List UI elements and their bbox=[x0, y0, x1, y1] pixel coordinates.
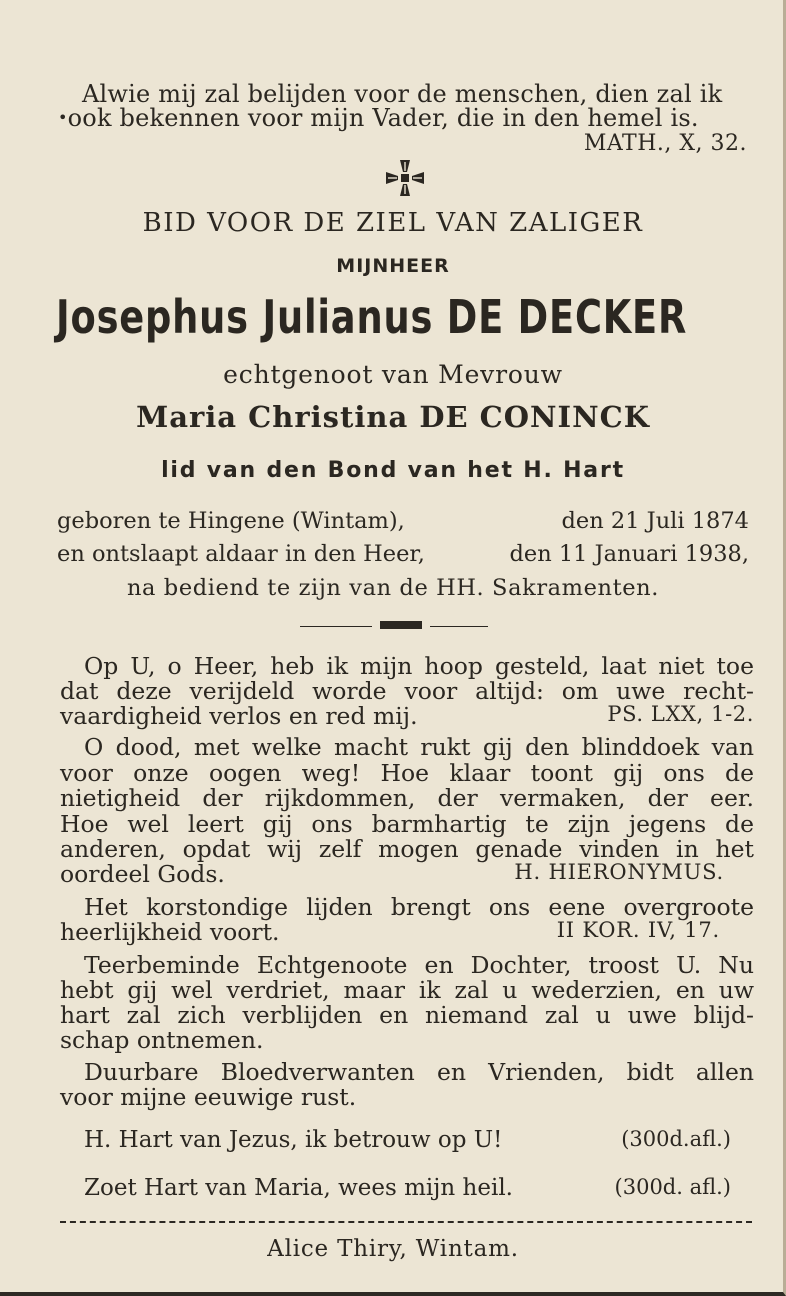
printer-credit: Alice Thiry, Wintam. bbox=[267, 1236, 519, 1262]
invocation-2-indulgence: (300d. afl.) bbox=[614, 1175, 731, 1199]
death-place: en ontslaapt aldaar in den Heer, bbox=[57, 541, 425, 567]
divider-center-block bbox=[380, 621, 422, 629]
heading: BID VOOR DE ZIEL VAN ZALIGER bbox=[142, 208, 644, 238]
prayer-3-line-1: Het korstondige lijden brengt ons eene overgroote bbox=[84, 893, 754, 921]
prayer-2-line-3: nietigheid der rijkdommen, der vermaken, der eer. bbox=[60, 784, 754, 812]
epigraph-reference: MATH., X, 32. bbox=[583, 131, 747, 156]
prayer-4-line-3: hart zal zich verblijden en niemand zal u uwe blijd- bbox=[60, 1001, 754, 1029]
spouse-intro: echtgenoot van Mevrouw bbox=[223, 360, 563, 389]
prayer-2-line-1: O dood, met welke macht rukt gij den blinddoek van bbox=[84, 733, 754, 761]
prayer-4-line-2: hebt gij wel verdriet, maar ik zal u wederzien, en uw bbox=[60, 976, 754, 1004]
divider-right bbox=[430, 626, 488, 627]
prayer-4-line-4: schap ontnemen. bbox=[60, 1026, 264, 1054]
prayer-2-line-2: voor onze oogen weg! Hoe klaar toont gij ons de bbox=[60, 759, 754, 787]
deceased-name: Josephus Julianus DE DECKER bbox=[56, 290, 688, 344]
prayer-2-reference: H. HIERONYMUS. bbox=[514, 860, 724, 884]
prayer-2-line-5: anderen, opdat wij zelf mogen genade vinden in het bbox=[60, 835, 754, 863]
prayer-4-line-1: Teerbeminde Echtgenoote en Dochter, troost U. Nu bbox=[84, 951, 754, 979]
bullet-dot: • bbox=[58, 108, 68, 127]
birth-place: geboren te Hingene (Wintam), bbox=[57, 508, 405, 534]
prayer-1-line-3: vaardigheid verlos en red mij. PS. LXX, 1-2. bbox=[60, 702, 754, 730]
title-honorific: MIJNHEER bbox=[336, 255, 450, 277]
prayer-1-reference: PS. LXX, 1-2. bbox=[607, 702, 754, 726]
epigraph-line-2: •ook bekennen voor mijn Vader, die in den hemel is. bbox=[58, 104, 699, 132]
invocation-1-indulgence: (300d.afl.) bbox=[621, 1127, 731, 1151]
prayer-5-line-1: Duurbare Bloedverwanten en Vrienden, bidt allen bbox=[84, 1058, 754, 1086]
bottom-divider bbox=[60, 1221, 752, 1223]
prayer-3-reference: II KOR. IV, 17. bbox=[556, 918, 720, 942]
prayer-2-line-4: Hoe wel leert gij ons barmhartig te zijn jegens de bbox=[60, 810, 754, 838]
membership: lid van den Bond van het H. Hart bbox=[161, 458, 625, 483]
prayer-3-line-2: heerlijkheid voort. II KOR. IV, 17. bbox=[60, 918, 720, 946]
prayer-1-line-1: Op U, o Heer, heb ik mijn hoop gesteld, laat niet toe bbox=[84, 652, 754, 680]
sacraments-line: na bediend te zijn van de HH. Sakramenten. bbox=[126, 575, 660, 601]
invocation-1: H. Hart van Jezus, ik betrouw op U! bbox=[84, 1127, 503, 1153]
death-date: den 11 Januari 1938, bbox=[509, 541, 749, 567]
prayer-2-line-6: oordeel Gods. H. HIERONYMUS. bbox=[60, 860, 724, 888]
invocation-2: Zoet Hart van Maria, wees mijn heil. bbox=[84, 1175, 513, 1201]
prayer-5-line-2: voor mijne eeuwige rust. bbox=[60, 1083, 357, 1111]
prayer-1-line-2: dat deze verijdeld worde voor altijd: om uwe recht- bbox=[60, 677, 754, 705]
epigraph-line-1: Alwie mij zal belijden voor de menschen, dien zal ik bbox=[82, 80, 723, 108]
cross-ornament-icon bbox=[384, 158, 426, 198]
divider-left bbox=[300, 626, 372, 627]
spouse-name: Maria Christina DE CONINCK bbox=[136, 400, 650, 434]
birth-date: den 21 Juli 1874 bbox=[561, 508, 749, 534]
